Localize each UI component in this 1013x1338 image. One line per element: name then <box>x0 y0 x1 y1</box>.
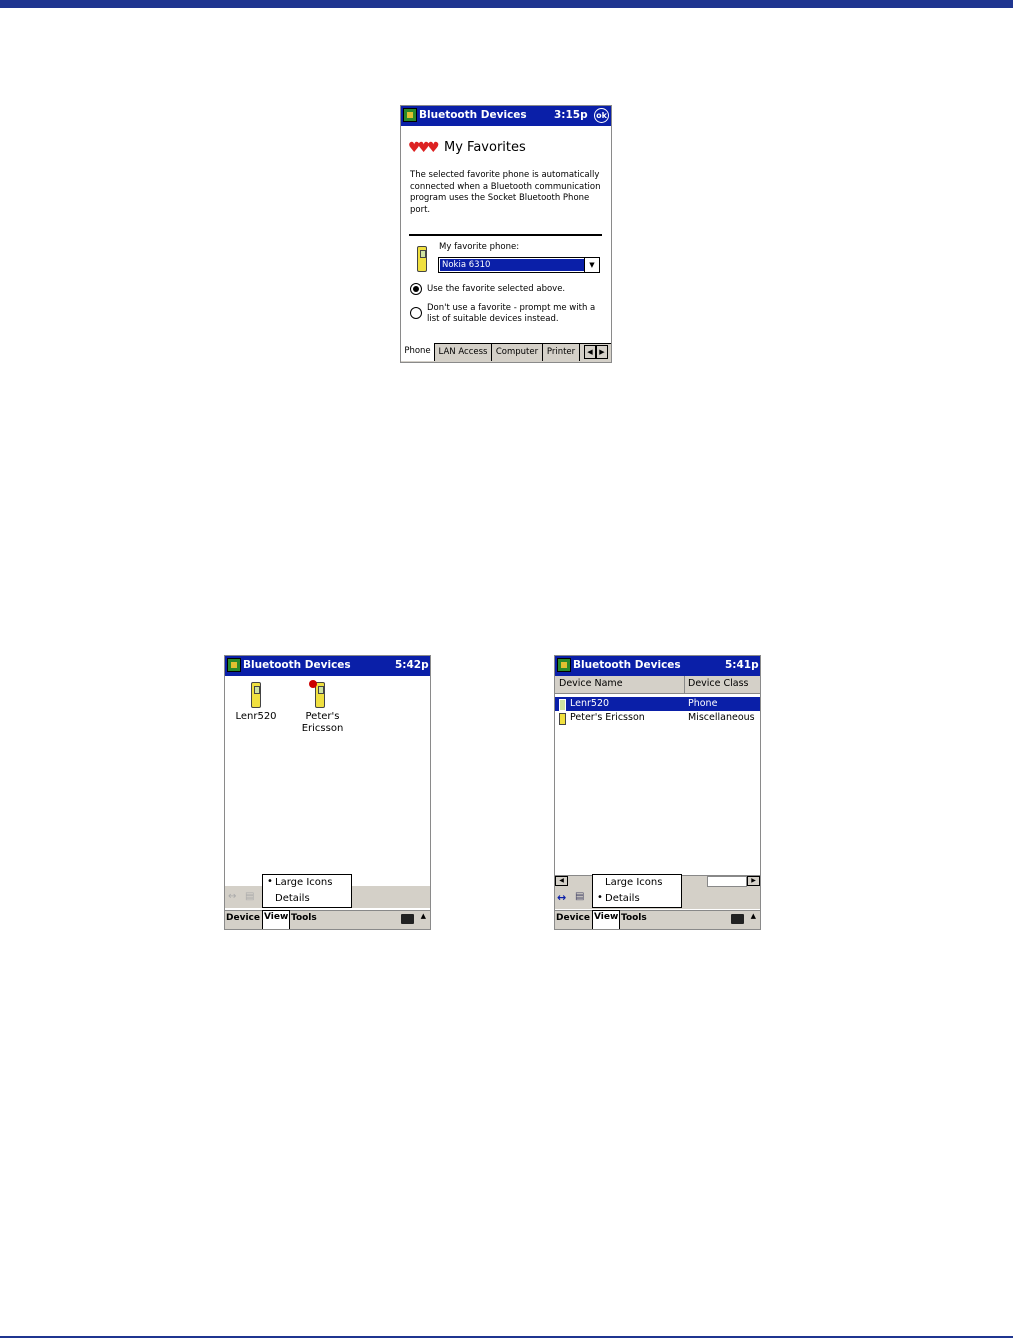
selected-bullet: • <box>597 892 603 903</box>
menu-bar <box>225 910 430 929</box>
connect-icon[interactable]: ↔ <box>228 891 237 902</box>
device-label: Peter's Ericsson <box>301 711 344 734</box>
menu-item-large-icons[interactable]: Large Icons <box>605 877 663 888</box>
scroll-right-icon[interactable]: ▶ <box>747 876 760 886</box>
properties-icon[interactable]: ▤ <box>245 891 255 902</box>
menu-tools[interactable]: Tools <box>291 913 317 923</box>
window-title: Bluetooth Devices <box>243 659 351 671</box>
tab-bar <box>401 343 611 362</box>
connected-indicator-icon <box>309 680 317 688</box>
clock: 5:41p <box>725 659 759 671</box>
start-menu-icon[interactable] <box>227 658 241 672</box>
title-bar <box>225 656 430 676</box>
list-header <box>555 676 760 694</box>
tab-scroll-left-icon[interactable]: ◀ <box>584 345 596 359</box>
title-bar <box>555 656 760 676</box>
window-title: Bluetooth Devices <box>573 659 681 671</box>
keyboard-icon[interactable] <box>731 914 744 924</box>
details-screen <box>554 655 761 930</box>
device-class-cell: Miscellaneous <box>688 712 755 723</box>
chevron-down-icon[interactable]: ▼ <box>584 258 599 272</box>
hearts-icon: ♥♥♥ <box>408 140 437 156</box>
tab-lan-access[interactable]: LAN Access <box>435 344 492 361</box>
column-divider <box>684 676 685 693</box>
table-row[interactable] <box>555 711 760 725</box>
device-name-cell: Peter's Ericsson <box>570 712 645 723</box>
phone-icon <box>559 699 566 711</box>
page-title: My Favorites <box>444 140 526 155</box>
menu-view[interactable]: View <box>592 910 620 930</box>
favorites-screen <box>400 105 612 363</box>
column-header-device-class[interactable]: Device Class <box>688 678 749 689</box>
favorite-phone-label: My favorite phone: <box>439 242 520 252</box>
scroll-thumb[interactable] <box>707 876 747 887</box>
menu-item-details[interactable]: Details <box>275 893 310 904</box>
tab-phone[interactable]: Phone <box>401 343 435 361</box>
title-bar <box>401 106 611 126</box>
large-icons-screen <box>224 655 431 930</box>
phone-icon <box>251 682 261 708</box>
menu-item-large-icons[interactable]: Large Icons <box>275 877 333 888</box>
radio-prompt[interactable] <box>410 307 422 319</box>
page-header-bar <box>0 0 1013 8</box>
menu-item-details[interactable]: Details <box>605 893 640 904</box>
clock: 3:15p <box>554 109 588 121</box>
favorite-phone-dropdown[interactable] <box>438 257 600 273</box>
properties-icon[interactable]: ▤ <box>575 891 585 902</box>
connect-icon[interactable]: ↔ <box>557 891 567 904</box>
tab-scroll-right-icon[interactable]: ▶ <box>596 345 608 359</box>
window-title: Bluetooth Devices <box>419 109 527 121</box>
start-menu-icon[interactable] <box>557 658 571 672</box>
device-name-cell: Lenr520 <box>570 698 610 709</box>
menu-view[interactable]: View <box>262 910 290 930</box>
clock: 5:42p <box>395 659 429 671</box>
input-selector-icon[interactable]: ▲ <box>420 912 426 920</box>
scroll-left-icon[interactable]: ◀ <box>555 876 568 886</box>
menu-bar <box>555 910 760 929</box>
start-menu-icon[interactable] <box>403 108 417 122</box>
phone-icon <box>559 713 566 725</box>
selected-bullet: • <box>267 876 273 887</box>
menu-device[interactable]: Device <box>226 913 260 923</box>
menu-device[interactable]: Device <box>556 913 590 923</box>
dropdown-value: Nokia 6310 <box>440 259 584 271</box>
phone-icon <box>417 246 427 272</box>
table-row[interactable] <box>555 697 760 711</box>
column-header-device-name[interactable]: Device Name <box>559 678 623 689</box>
keyboard-icon[interactable] <box>401 914 414 924</box>
input-selector-icon[interactable]: ▲ <box>750 912 756 920</box>
device-label: Lenr520 <box>235 711 277 722</box>
view-menu-popup <box>592 874 682 908</box>
radio-use-favorite-label: Use the favorite selected above. <box>427 284 566 294</box>
description-text: The selected favorite phone is automatically connected when a Bluetooth communication program uses the Socket Bluetooth Phone port. <box>410 170 601 215</box>
radio-use-favorite[interactable] <box>410 283 422 295</box>
view-menu-popup <box>262 874 352 908</box>
ok-button[interactable]: ok <box>594 108 609 123</box>
tab-computer[interactable]: Computer <box>492 344 543 361</box>
tab-printer[interactable]: Printer <box>543 344 580 361</box>
radio-prompt-label: Don't use a favorite - prompt me with a list of suitable devices instead. <box>427 303 596 324</box>
menu-tools[interactable]: Tools <box>621 913 647 923</box>
device-class-cell: Phone <box>688 698 718 709</box>
divider <box>409 234 602 236</box>
